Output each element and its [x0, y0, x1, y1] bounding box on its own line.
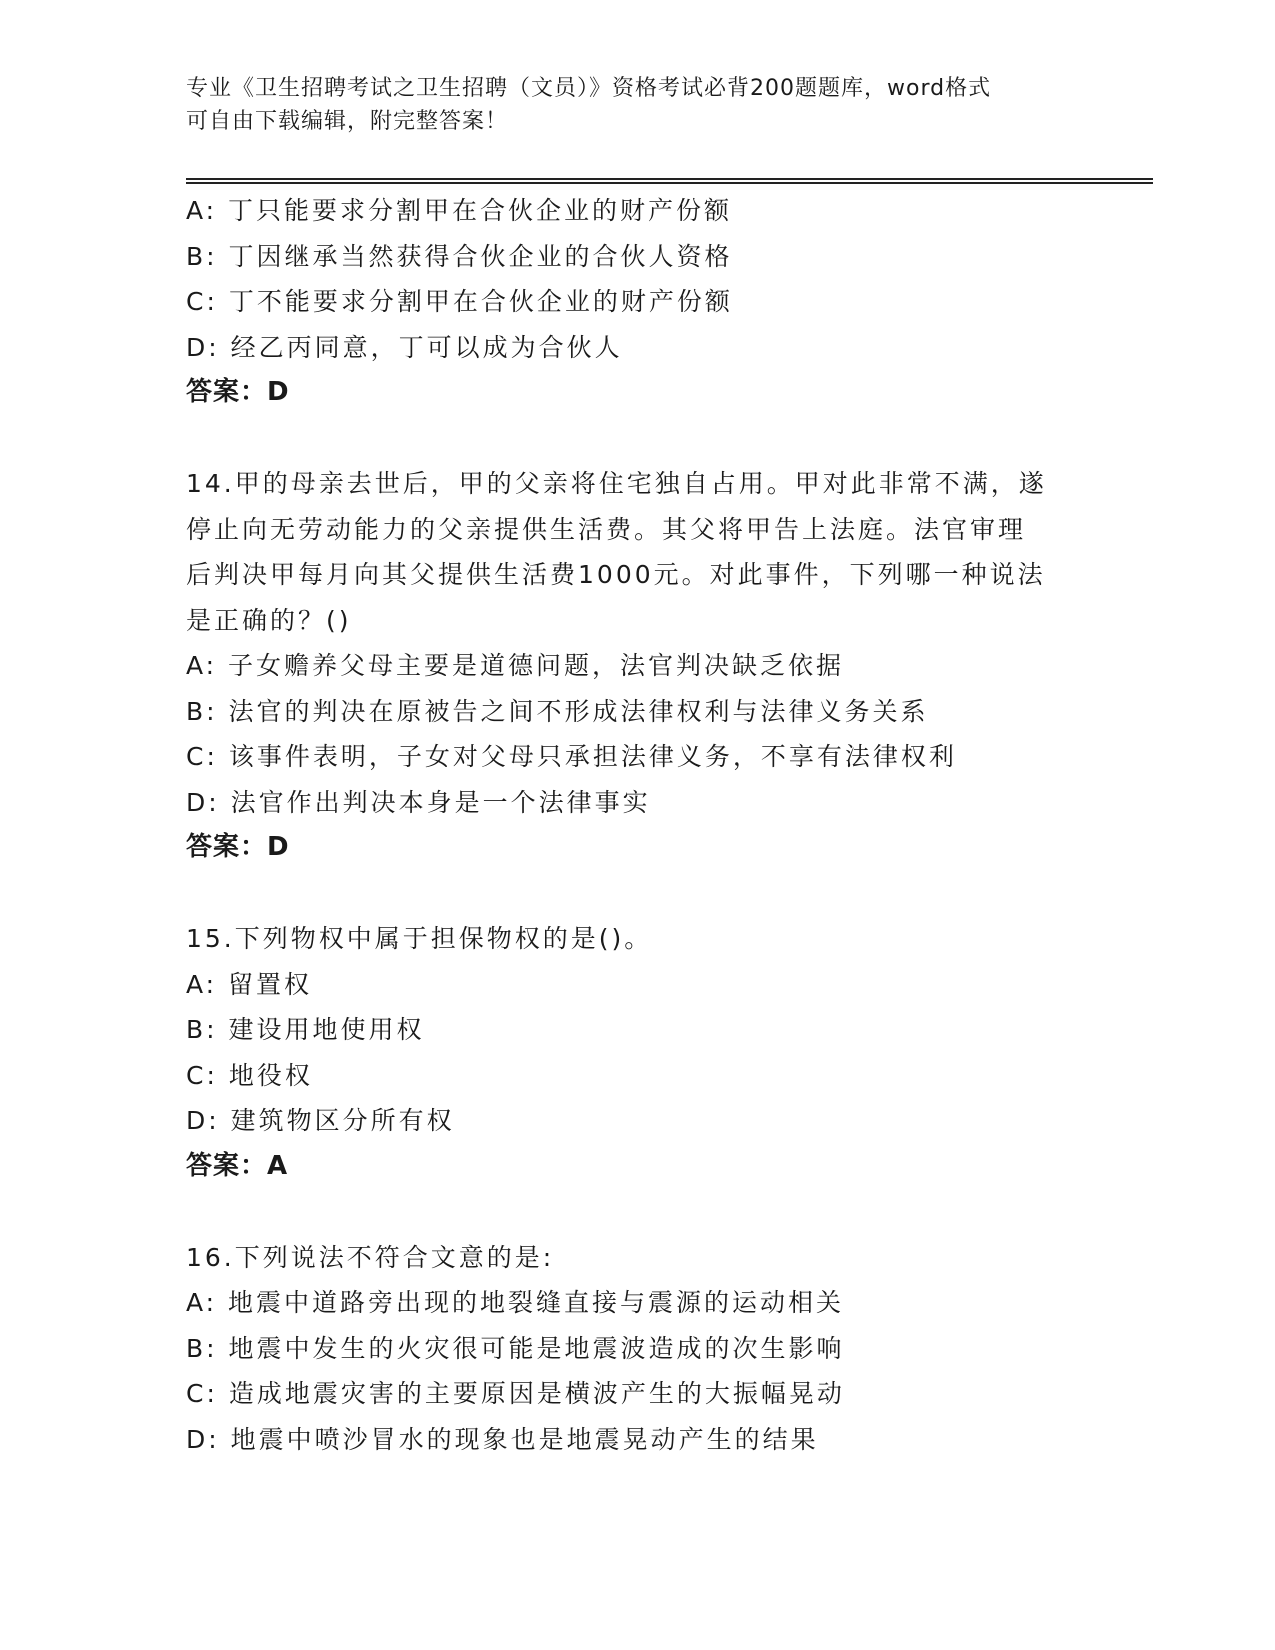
- document-body: [186, 188, 1086, 1462]
- q15-option-c: C: 地役权: [186, 1060, 313, 1090]
- q14-stem: [186, 461, 1066, 643]
- spacer: [186, 1189, 1086, 1235]
- question-16: [186, 1235, 1086, 1463]
- header-line-1: 专业《卫生招聘考试之卫生招聘（文员）》资格考试必背200题题库，word格式: [186, 76, 992, 101]
- question-13: [186, 188, 1086, 416]
- q16-option-d: D: 地震中喷沙冒水的现象也是地震晃动产生的结果: [186, 1424, 819, 1454]
- q13-option-b: B: 丁因继承当然获得合伙企业的合伙人资格: [186, 241, 733, 271]
- question-15: [186, 916, 1086, 1189]
- q13-option-a: A: 丁只能要求分割甲在合伙企业的财产份额: [186, 196, 733, 225]
- q16-option-a: A: 地震中道路旁出现的地裂缝直接与震源的运动相关: [186, 1288, 845, 1317]
- q14-stem-line-1: 14.甲的母亲去世后，甲的父亲将住宅独自占用。甲对此非常不满，遂: [186, 469, 1047, 498]
- q13-option-c: C: 丁不能要求分割甲在合伙企业的财产份额: [186, 287, 733, 316]
- header-rule-bottom: [186, 182, 1153, 184]
- q15-stem: 15.下列物权中属于担保物权的是()。: [186, 924, 653, 953]
- q14-option-b: B: 法官的判决在原被告之间不形成法律权利与法律义务关系: [186, 696, 929, 726]
- spacer: [186, 871, 1086, 917]
- spacer: [186, 416, 1086, 462]
- document-header: [186, 72, 1086, 138]
- q13-option-d: D: 经乙丙同意，丁可以成为合伙人: [186, 332, 623, 362]
- q16-stem: 16.下列说法不符合文意的是:: [186, 1242, 555, 1272]
- q15-option-a: A: 留置权: [186, 969, 313, 999]
- q14-stem-line-3: 后判决甲每月向其父提供生活费1000元。对此事件，下列哪一种说法: [186, 560, 1046, 589]
- q15-answer: 答案：A: [186, 1150, 289, 1181]
- q15-option-d: D: 建筑物区分所有权: [186, 1106, 455, 1135]
- q14-stem-line-2: 停止向无劳动能力的父亲提供生活费。其父将甲告上法庭。法官审理: [186, 514, 1027, 544]
- header-line-2: 可自由下载编辑，附完整答案！: [186, 109, 509, 134]
- q14-option-a: A: 子女赡养父母主要是道德问题，法官判决缺乏依据: [186, 651, 845, 680]
- q14-option-c: C: 该事件表明，子女对父母只承担法律义务，不享有法律权利: [186, 742, 957, 771]
- q13-answer: 答案：D: [186, 377, 290, 407]
- q14-stem-line-4: 是正确的？(): [186, 605, 352, 635]
- header-rule-top: [186, 178, 1153, 180]
- q14-answer: 答案：D: [186, 832, 290, 862]
- q15-option-b: B: 建设用地使用权: [186, 1015, 425, 1044]
- q16-option-b: B: 地震中发生的火灾很可能是地震波造成的次生影响: [186, 1333, 845, 1363]
- question-14: [186, 461, 1086, 871]
- q14-option-d: D: 法官作出判决本身是一个法律事实: [186, 787, 651, 817]
- q16-option-c: C: 造成地震灾害的主要原因是横波产生的大振幅晃动: [186, 1379, 845, 1408]
